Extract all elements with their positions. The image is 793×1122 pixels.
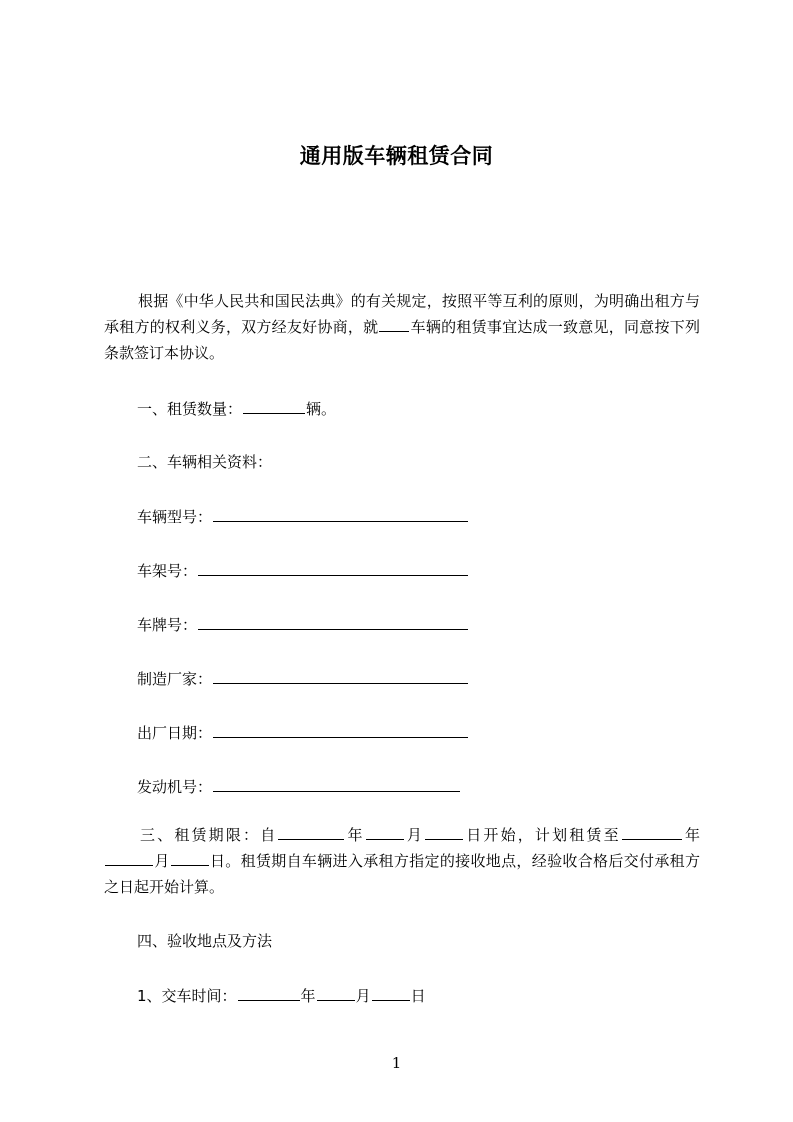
end-year-unit: 年 <box>682 826 700 844</box>
inspection-heading: 四、验收地点及方法 <box>137 932 273 950</box>
delivery-time-label: 1、交车时间： <box>137 987 237 1005</box>
vehicle-info-heading: 二、车辆相关资料： <box>137 453 273 471</box>
rental-quantity-line <box>137 397 336 420</box>
vehicle-model-field <box>137 505 469 528</box>
frame-number-label: 车架号： <box>137 562 198 580</box>
engine-number-blank <box>213 775 460 792</box>
delivery-year-unit: 年 <box>300 987 316 1005</box>
plate-number-blank <box>198 613 468 630</box>
rental-period-paragraph <box>104 822 700 900</box>
frame-number-field <box>137 559 469 582</box>
end-month-blank <box>105 849 153 866</box>
production-date-blank <box>213 721 468 738</box>
frame-number-blank <box>198 559 468 576</box>
production-date-label: 出厂日期： <box>137 724 213 742</box>
start-year-unit: 年 <box>345 826 365 844</box>
vehicle-model-label: 车辆型号： <box>137 508 213 526</box>
intro-paragraph <box>104 288 700 366</box>
rental-quantity-blank <box>243 397 305 414</box>
page-number: 1 <box>391 1054 402 1072</box>
vehicle-model-blank <box>213 505 468 522</box>
delivery-time-field <box>137 984 426 1007</box>
delivery-month-unit: 月 <box>355 987 371 1005</box>
delivery-month-blank <box>317 984 355 1001</box>
delivery-year-blank <box>238 984 300 1001</box>
end-day-blank <box>171 849 209 866</box>
start-month-blank <box>366 823 404 840</box>
engine-number-field <box>137 775 461 798</box>
plate-number-label: 车牌号： <box>137 616 198 634</box>
manufacturer-label: 制造厂家： <box>137 670 213 688</box>
end-day-text: 日。租赁期自车辆进入承租方指定的接收地点，经验收合格后交付承租方之日起开始计算。 <box>104 852 700 896</box>
rental-period-label: 三、租赁期限：自 <box>140 826 278 844</box>
rental-quantity-label: 一、租赁数量： <box>137 400 243 418</box>
intro-text-part1: 根据《中华人民共和国民法典》的有关规定，按照平等互利的原则，为明确出租方与承租方的权利义务，双方经友好协商，就 <box>104 292 700 336</box>
manufacturer-blank <box>213 667 468 684</box>
document-title: 通用版车辆租赁合同 <box>299 144 494 168</box>
delivery-day-unit: 日 <box>410 987 426 1005</box>
plate-number-field <box>137 613 469 636</box>
start-year-blank <box>278 823 344 840</box>
start-day-text: 日开始，计划租赁至 <box>464 826 621 844</box>
delivery-day-blank <box>372 984 410 1001</box>
rental-quantity-unit: 辆。 <box>306 400 337 418</box>
engine-number-label: 发动机号： <box>137 778 213 796</box>
production-date-field <box>137 721 469 744</box>
start-month-unit: 月 <box>404 826 425 844</box>
vehicle-type-blank <box>379 315 409 332</box>
start-day-blank <box>425 823 463 840</box>
manufacturer-field <box>137 667 469 690</box>
intro-text-part2: 车辆的租赁事宜达成一致意见，同意按下列条款签订本协议。 <box>104 318 700 362</box>
end-month-unit: 月 <box>154 852 170 870</box>
end-year-blank <box>622 823 682 840</box>
